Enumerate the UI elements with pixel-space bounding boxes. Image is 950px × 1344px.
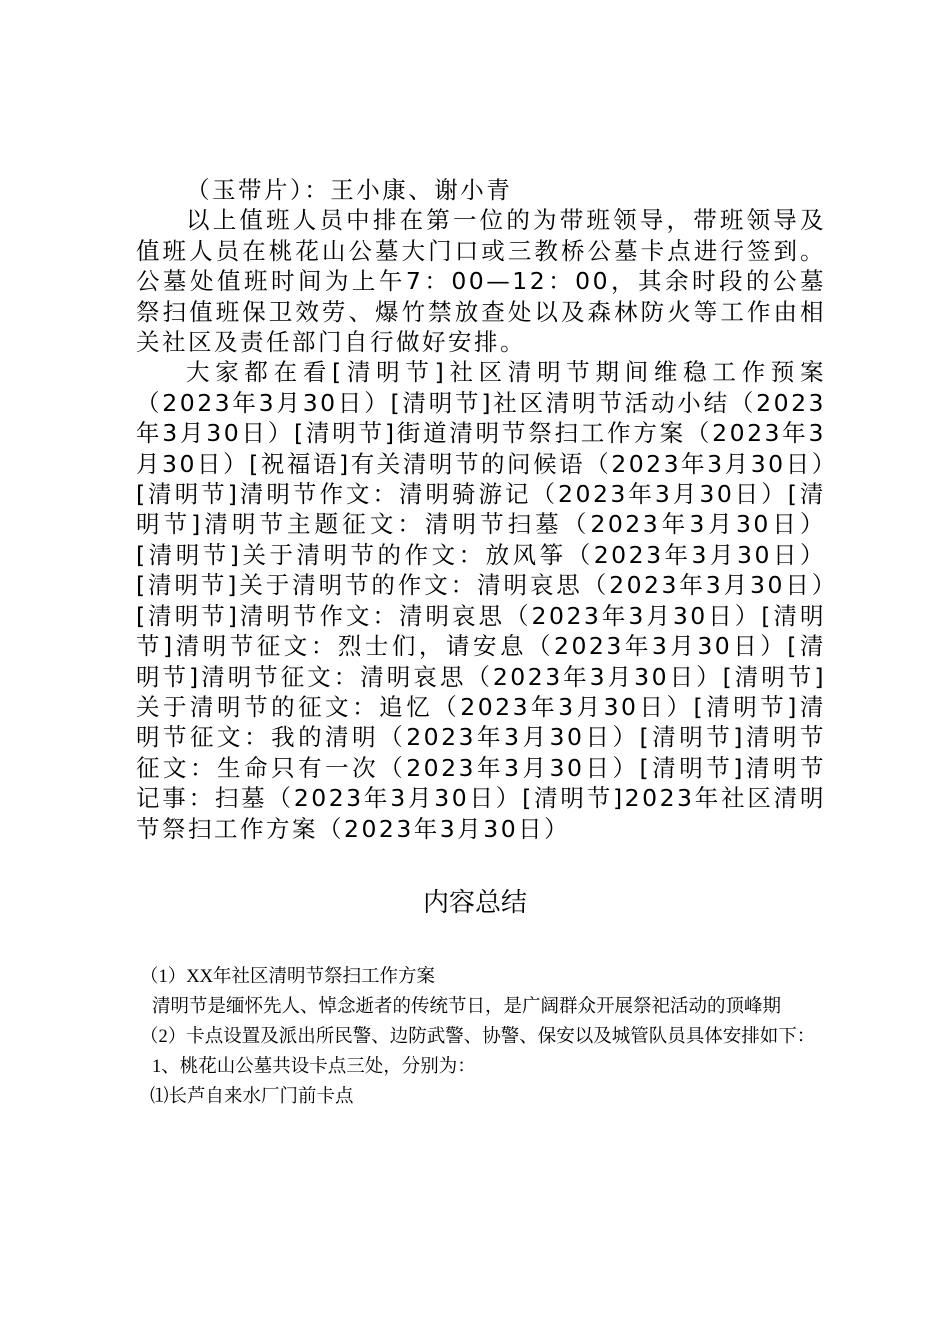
summary-line-4: 1、桃花山公墓共设卡点三处，分别为： <box>152 1057 476 1077</box>
summary-line-5: ⑴长芦自来水厂门前卡点 <box>150 1087 354 1107</box>
summary-body <box>140 962 820 1112</box>
document-body <box>136 175 826 844</box>
paragraph-duty-instructions: 以上值班人员中排在第一位的为带班领导，带班领导及值班人员在桃花山公墓大门口或三教桥公墓卡点进行签到。公墓处值班时间为上午7：00—12：00，其余时段的公墓祭扫值班保卫效劳、爆竹禁放查处以及森林防火等工作由相关社区及责任部门自行做好安排。 <box>136 206 826 357</box>
summary-title: 内容总结 <box>422 888 527 918</box>
summary-line-3: （2）卡点设置及派出所民警、边防武警、协警、保安以及城管队员具体安排如下： <box>140 1027 816 1047</box>
summary-line-2: 清明节是缅怀先人、悼念逝者的传统节日，是广阔群众开展祭祀活动的顶峰期 <box>152 997 782 1017</box>
summary-line-1: （1）XX年社区清明节祭扫工作方案 <box>140 967 435 987</box>
paragraph-related-articles: 大家都在看[清明节]社区清明节期间维稳工作预案（2023年3月30日）[清明节]社区清明节活动小结（2023年3月30日）[清明节]街道清明节祭扫工作方案（2023年3月30日）[祝福语]有关清明节的问候语（2023年3月30日）[清明节]清明节作文：清明骑游记（2023年3月30日）[清明节]清明节主题征文：清明节扫墓（2023年3月30日）[清明节]关于清明节的作文：放风筝（2023年3月30日）[清明节]关于清明节的作文：清明哀思（2023年3月30日）[清明节]清明节作文：清明哀思（2023年3月30日）[清明节]清明节征文：烈士们，请安息（2023年3月30日）[清明节]清明节征文：清明哀思（2023年3月30日）[清明节]关于清明节的征文：追忆（2023年3月30日）[清明节]清明节征文：我的清明（2023年3月30日）[清明节]清明节征文：生命只有一次（2023年3月30日）[清明节]清明节记事：扫墓（2023年3月30日）[清明节]2023年社区清明节祭扫工作方案（2023年3月30日） <box>136 358 826 843</box>
paragraph-duty-roster: （玉带片）：王小康、谢小青 <box>186 176 513 204</box>
